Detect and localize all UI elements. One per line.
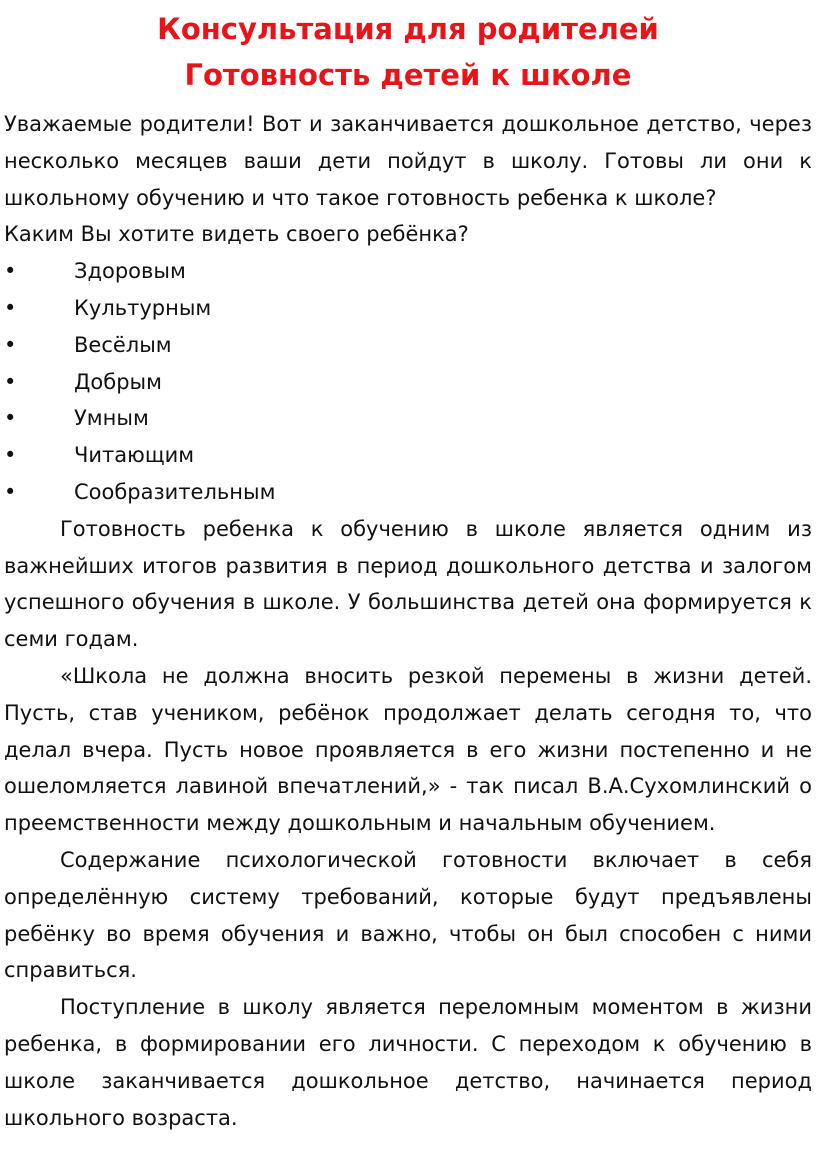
psychological-readiness-paragraph: Содержание психологической готовности включает в себя определённую систему требований, которые будут предъявлены ребёнку во время обучения и важно, чтобы он был способен с ними справиться.	[4, 847, 812, 983]
list-item	[4, 364, 812, 401]
list-item-label: Добрым	[74, 369, 162, 394]
list-item-label: Культурным	[74, 295, 212, 320]
list-item	[4, 437, 812, 474]
intro-question: Каким Вы хотите видеть своего ребёнка?	[4, 222, 469, 247]
bullet-icon: •	[4, 479, 17, 504]
list-item-label: Читающим	[74, 443, 195, 468]
bullet-icon: •	[4, 369, 17, 394]
list-item	[4, 253, 812, 290]
list-item-label: Сообразительным	[74, 479, 276, 504]
bullet-icon: •	[4, 332, 17, 357]
bullet-icon: •	[4, 443, 17, 468]
quote-paragraph: «Школа не должна вносить резкой перемены в жизни детей. Пусть, став учеником, ребёнок продолжает делать сегодня то, что делал вчера. Пусть новое проявляется в его жизни постепенно и не ошеломляется лавиной впечатлений,» - так писал В.А.Сухомлинский о преемственности между дошкольным и начальным обучением.	[4, 663, 812, 836]
list-item-label: Умным	[74, 406, 149, 431]
list-item-label: Весёлым	[74, 332, 172, 357]
list-item-label: Здоровым	[74, 259, 186, 284]
list-item	[4, 474, 812, 511]
bullet-icon: •	[4, 406, 17, 431]
school-entry-paragraph: Поступление в школу является переломным моментом в жизни ребенка, в формировании его личности. С переходом к обучению в школе заканчивается дошкольное детство, начинается период школьного возраста.	[4, 995, 812, 1130]
intro-paragraph: Уважаемые родители! Вот и заканчивается дошкольное детство, через несколько месяцев ваши дети пойдут в школу. Готовы ли они к школьному обучению и что такое готовность ребенка к школе?	[4, 112, 812, 210]
list-item	[4, 327, 812, 364]
page-title: Консультация для родителей	[157, 12, 659, 46]
bullet-icon: •	[4, 259, 17, 284]
readiness-paragraph: Готовность ребенка к обучению в школе является одним из важнейших итогов развития в период дошкольного детства и залогом успешного обучения в школе. У большинства детей она формируется к семи годам.	[4, 516, 812, 652]
bullet-icon: •	[4, 295, 17, 320]
list-item	[4, 400, 812, 437]
qualities-list	[4, 253, 812, 511]
list-item	[4, 290, 812, 327]
page-subtitle: Готовность детей к школе	[184, 58, 632, 92]
